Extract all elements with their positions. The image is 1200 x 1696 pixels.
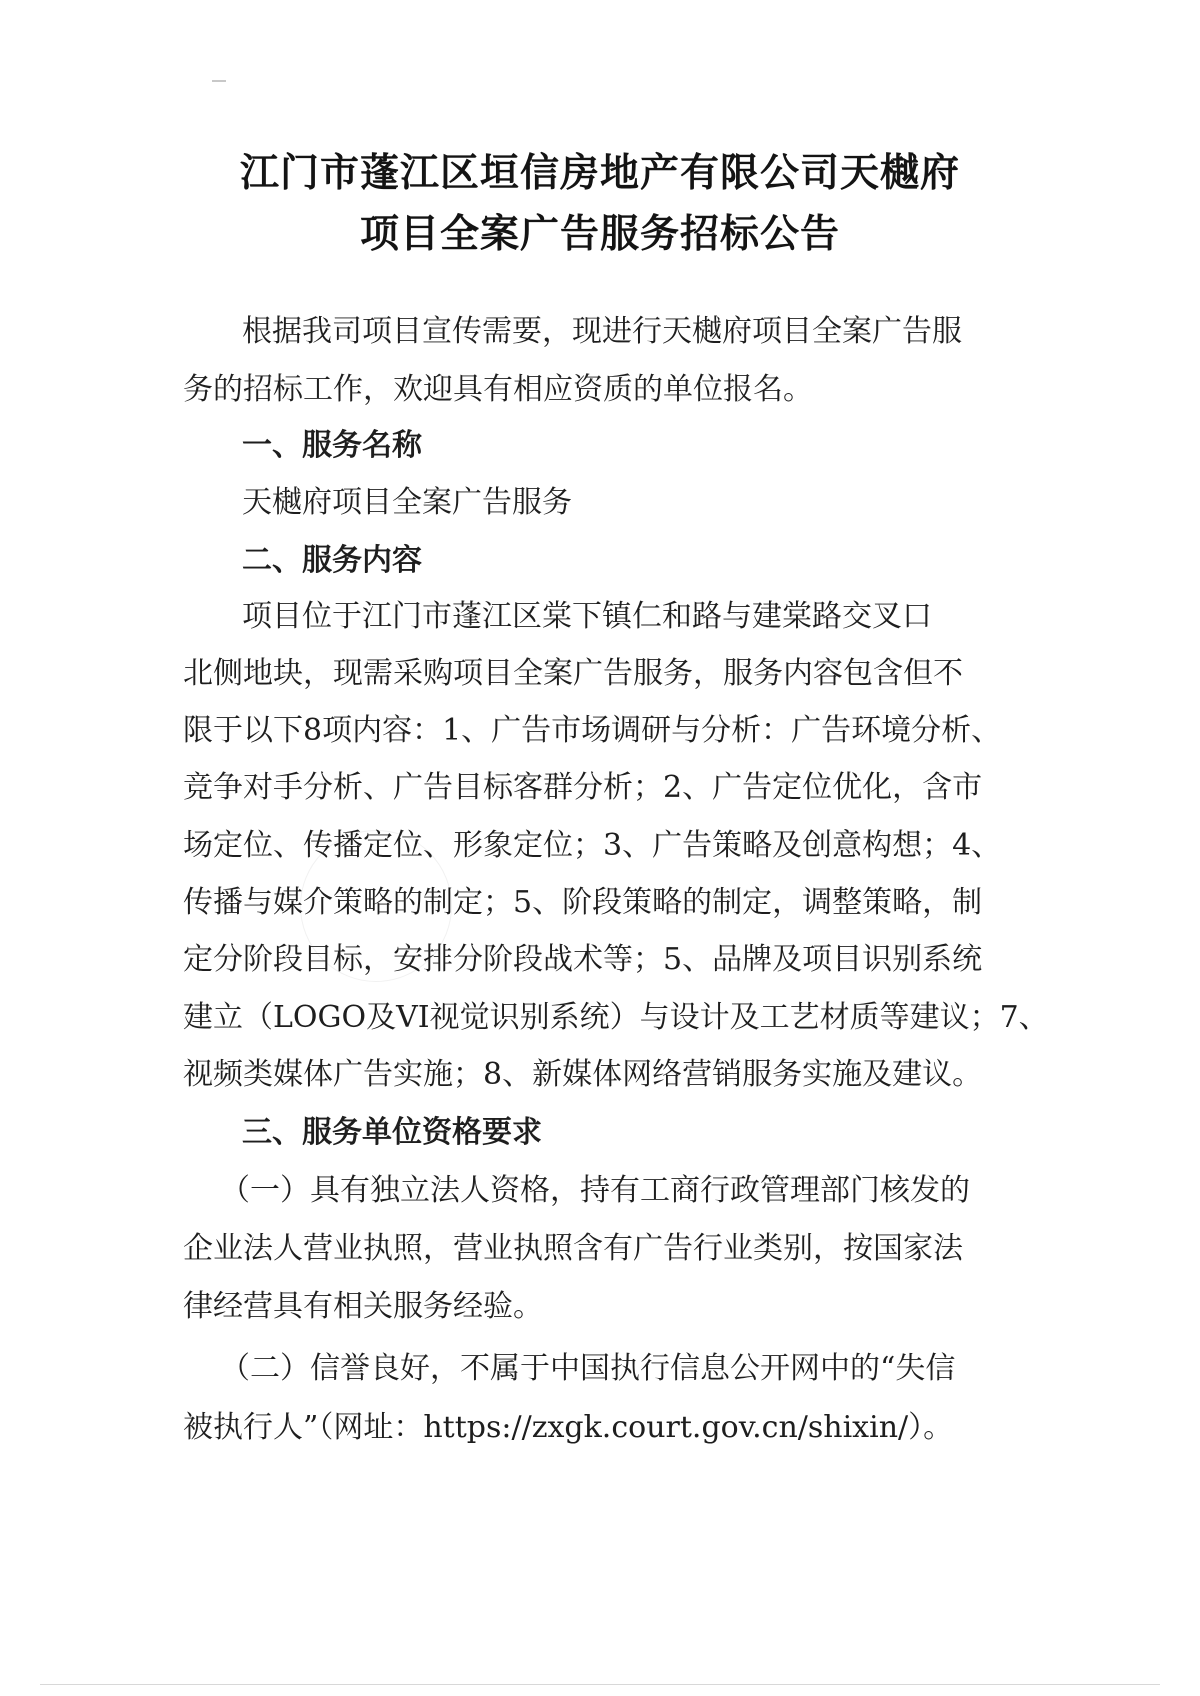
section-1-text: 天樾府项目全案广告服务 — [242, 485, 572, 520]
section-1-heading: 一、服务名称 — [242, 428, 422, 463]
section-2-line: 北侧地块，现需采购项目全案广告服务，服务内容包含但不 — [183, 656, 963, 691]
scan-speck — [212, 80, 226, 82]
section-2-line: 传播与媒介策略的制定；5、阶段策略的制定，调整策略，制 — [183, 885, 983, 920]
section-2-line: 视频类媒体广告实施；8、新媒体网络营销服务实施及建议。 — [183, 1057, 983, 1092]
section-3-item-2-line: 被执行人”（网址：https://zxgk.court.gov.cn/shixin/）。 — [183, 1410, 954, 1445]
section-3-item-1-line: （一）具有独立法人资格，持有工商行政管理部门核发的 — [220, 1173, 970, 1208]
section-3-item-1-line: 律经营具有相关服务经验。 — [183, 1289, 543, 1324]
document-title-line-2: 项目全案广告服务招标公告 — [359, 212, 840, 257]
section-2-line: 建立（LOGO及VI视觉识别系统）与设计及工艺材质等建议；7、 — [183, 1000, 1049, 1035]
document-title-line-1: 江门市蓬江区垣信房地产有限公司天樾府 — [239, 151, 960, 196]
section-2-line: 项目位于江门市蓬江区棠下镇仁和路与建棠路交叉口 — [242, 599, 932, 634]
page-bottom-edge — [40, 1684, 1160, 1685]
section-2-line: 定分阶段目标，安排分阶段战术等；5、品牌及项目识别系统 — [183, 942, 983, 977]
intro-line-1: 根据我司项目宣传需要，现进行天樾府项目全案广告服 — [242, 314, 962, 349]
intro-line-2: 务的招标工作，欢迎具有相应资质的单位报名。 — [183, 372, 813, 407]
section-3-item-2-line: （二）信誉良好，不属于中国执行信息公开网中的“失信 — [220, 1351, 956, 1386]
section-3-heading: 三、服务单位资格要求 — [242, 1115, 542, 1150]
section-2-line: 场定位、传播定位、形象定位；3、广告策略及创意构想；4、 — [183, 828, 1002, 863]
section-2-line: 竞争对手分析、广告目标客群分析；2、广告定位优化，含市 — [183, 770, 983, 805]
section-3-item-1-line: 企业法人营业执照，营业执照含有广告行业类别，按国家法 — [183, 1231, 963, 1266]
section-2-heading: 二、服务内容 — [242, 543, 422, 578]
section-2-line: 限于以下8项内容：1、广告市场调研与分析：广告环境分析、 — [183, 713, 1002, 748]
